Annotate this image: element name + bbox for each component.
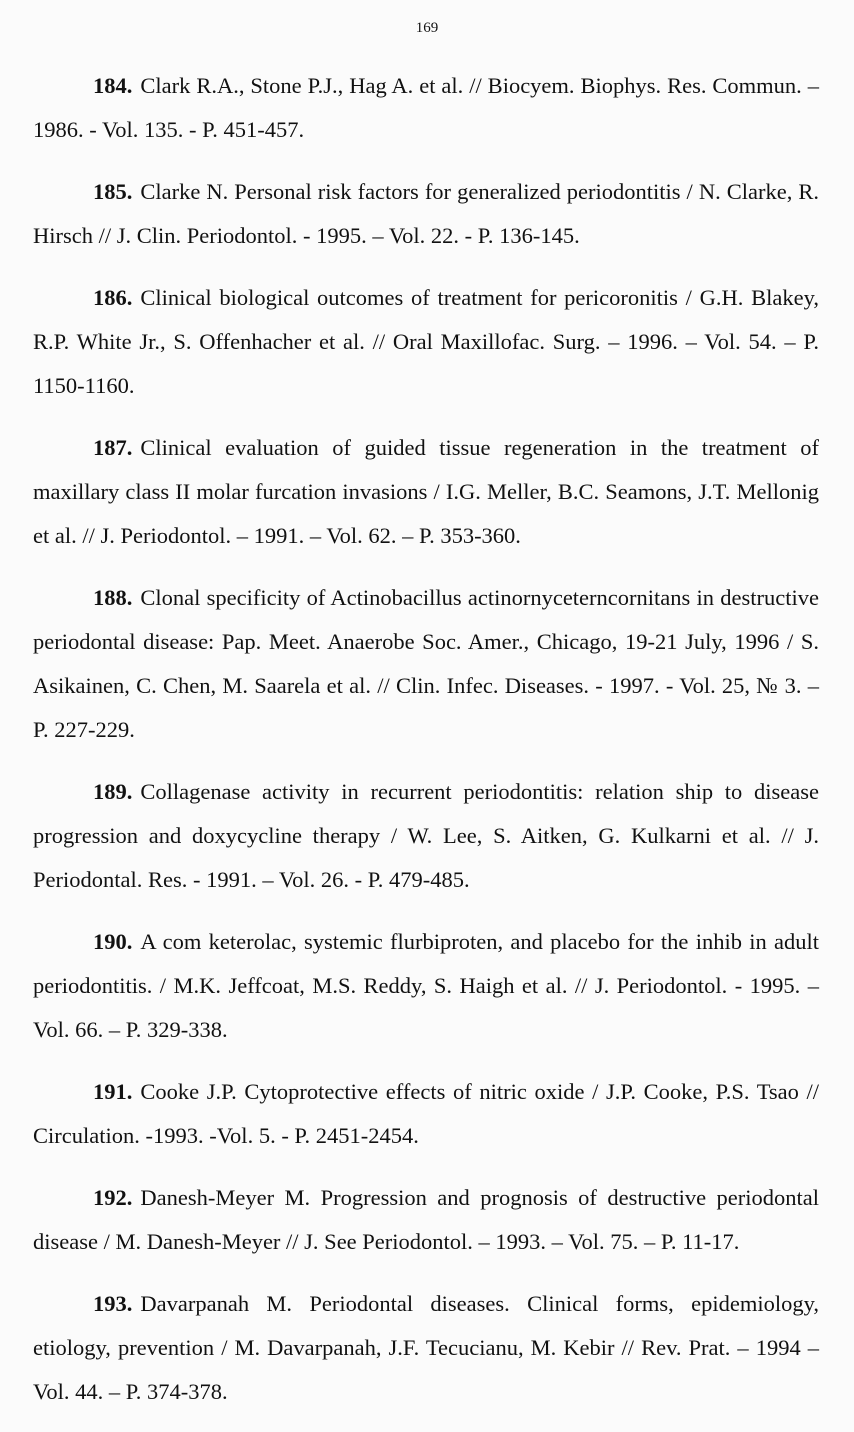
reference-number: 192. — [93, 1185, 133, 1210]
reference-192 — [33, 1176, 819, 1264]
reference-text: Danesh-Meyer M. Progression and prognosis of destructive periodontal disease / M. Danesh-Meyer // J. See Periodontol. – 1993. – Vol. 75. – P. 11-17. — [33, 1185, 819, 1254]
reference-number: 191. — [93, 1079, 133, 1104]
reference-text: A com keterolac, systemic flurbiproten, and placebo for the inhib in adult periodontitis. / M.K. Jeffcoat, M.S. Reddy, S. Haigh et al. // J. Periodontol. - 1995. – Vol. 66. – P. 329-338. — [33, 929, 819, 1042]
reference-184 — [33, 64, 819, 152]
reference-185 — [33, 170, 819, 258]
reference-193 — [33, 1282, 819, 1414]
reference-189 — [33, 770, 819, 902]
reference-text: Collagenase activity in recurrent periodontitis: relation ship to disease progression and doxycycline therapy / W. Lee, S. Aitken, G. Kulkarni et al. // J. Periodontal. Res. - 1991. – Vol. 26. - P. 479-485. — [33, 779, 819, 892]
reference-number: 190. — [93, 929, 133, 954]
reference-number: 186. — [93, 285, 133, 310]
reference-text: Cooke J.P. Cytoprotective effects of nitric oxide / J.P. Cooke, P.S. Tsao // Circulation. -1993. -Vol. 5. - P. 2451-2454. — [33, 1079, 819, 1148]
reference-list — [33, 64, 819, 1432]
reference-text: Clinical biological outcomes of treatment for pericoronitis / G.H. Blakey, R.P. White Jr., S. Offenhacher et al. // Oral Maxillofac. Surg. – 1996. – Vol. 54. – P. 1150-1160. — [33, 285, 819, 398]
reference-text: Davarpanah M. Periodontal diseases. Clinical forms, epidemiology, etiology, prevention / M. Davarpanah, J.F. Tecucianu, M. Kebir // Rev. Prat. – 1994 – Vol. 44. – P. 374-378. — [33, 1291, 819, 1404]
reference-number: 188. — [93, 585, 133, 610]
reference-text: Clinical evaluation of guided tissue regeneration in the treatment of maxillary class II molar furcation invasions / I.G. Meller, B.C. Seamons, J.T. Mellonig et al. // J. Periodontol. – 1991. – Vol. 62. – P. 353-360. — [33, 435, 819, 548]
reference-number: 184. — [93, 73, 133, 98]
page-number: 169 — [415, 20, 439, 36]
reference-number: 185. — [93, 179, 133, 204]
reference-text: Clark R.A., Stone P.J., Hag A. et al. // Biocyem. Biophys. Res. Commun. – 1986. - Vol. 135. - P. 451-457. — [33, 73, 819, 142]
reference-188 — [33, 576, 819, 752]
reference-number: 193. — [93, 1291, 133, 1316]
reference-number: 187. — [93, 435, 133, 460]
reference-text: Clarke N. Personal risk factors for generalized periodontitis / N. Clarke, R. Hirsch // J. Clin. Periodontol. - 1995. – Vol. 22. - P. 136-145. — [33, 179, 819, 248]
reference-191 — [33, 1070, 819, 1158]
reference-text: Clonal specificity of Actinobacillus actinornyceterncornitans in destructive periodontal disease: Pap. Meet. Anaerobe Soc. Amer., Chicago, 19-21 July, 1996 / S. Asikainen, C. Chen, M. Saarela et al. // Clin. Infec. Diseases. - 1997. - Vol. 25, № 3. – P. 227-229. — [33, 585, 819, 742]
reference-186 — [33, 276, 819, 408]
reference-187 — [33, 426, 819, 558]
reference-number: 189. — [93, 779, 133, 804]
reference-190 — [33, 920, 819, 1052]
